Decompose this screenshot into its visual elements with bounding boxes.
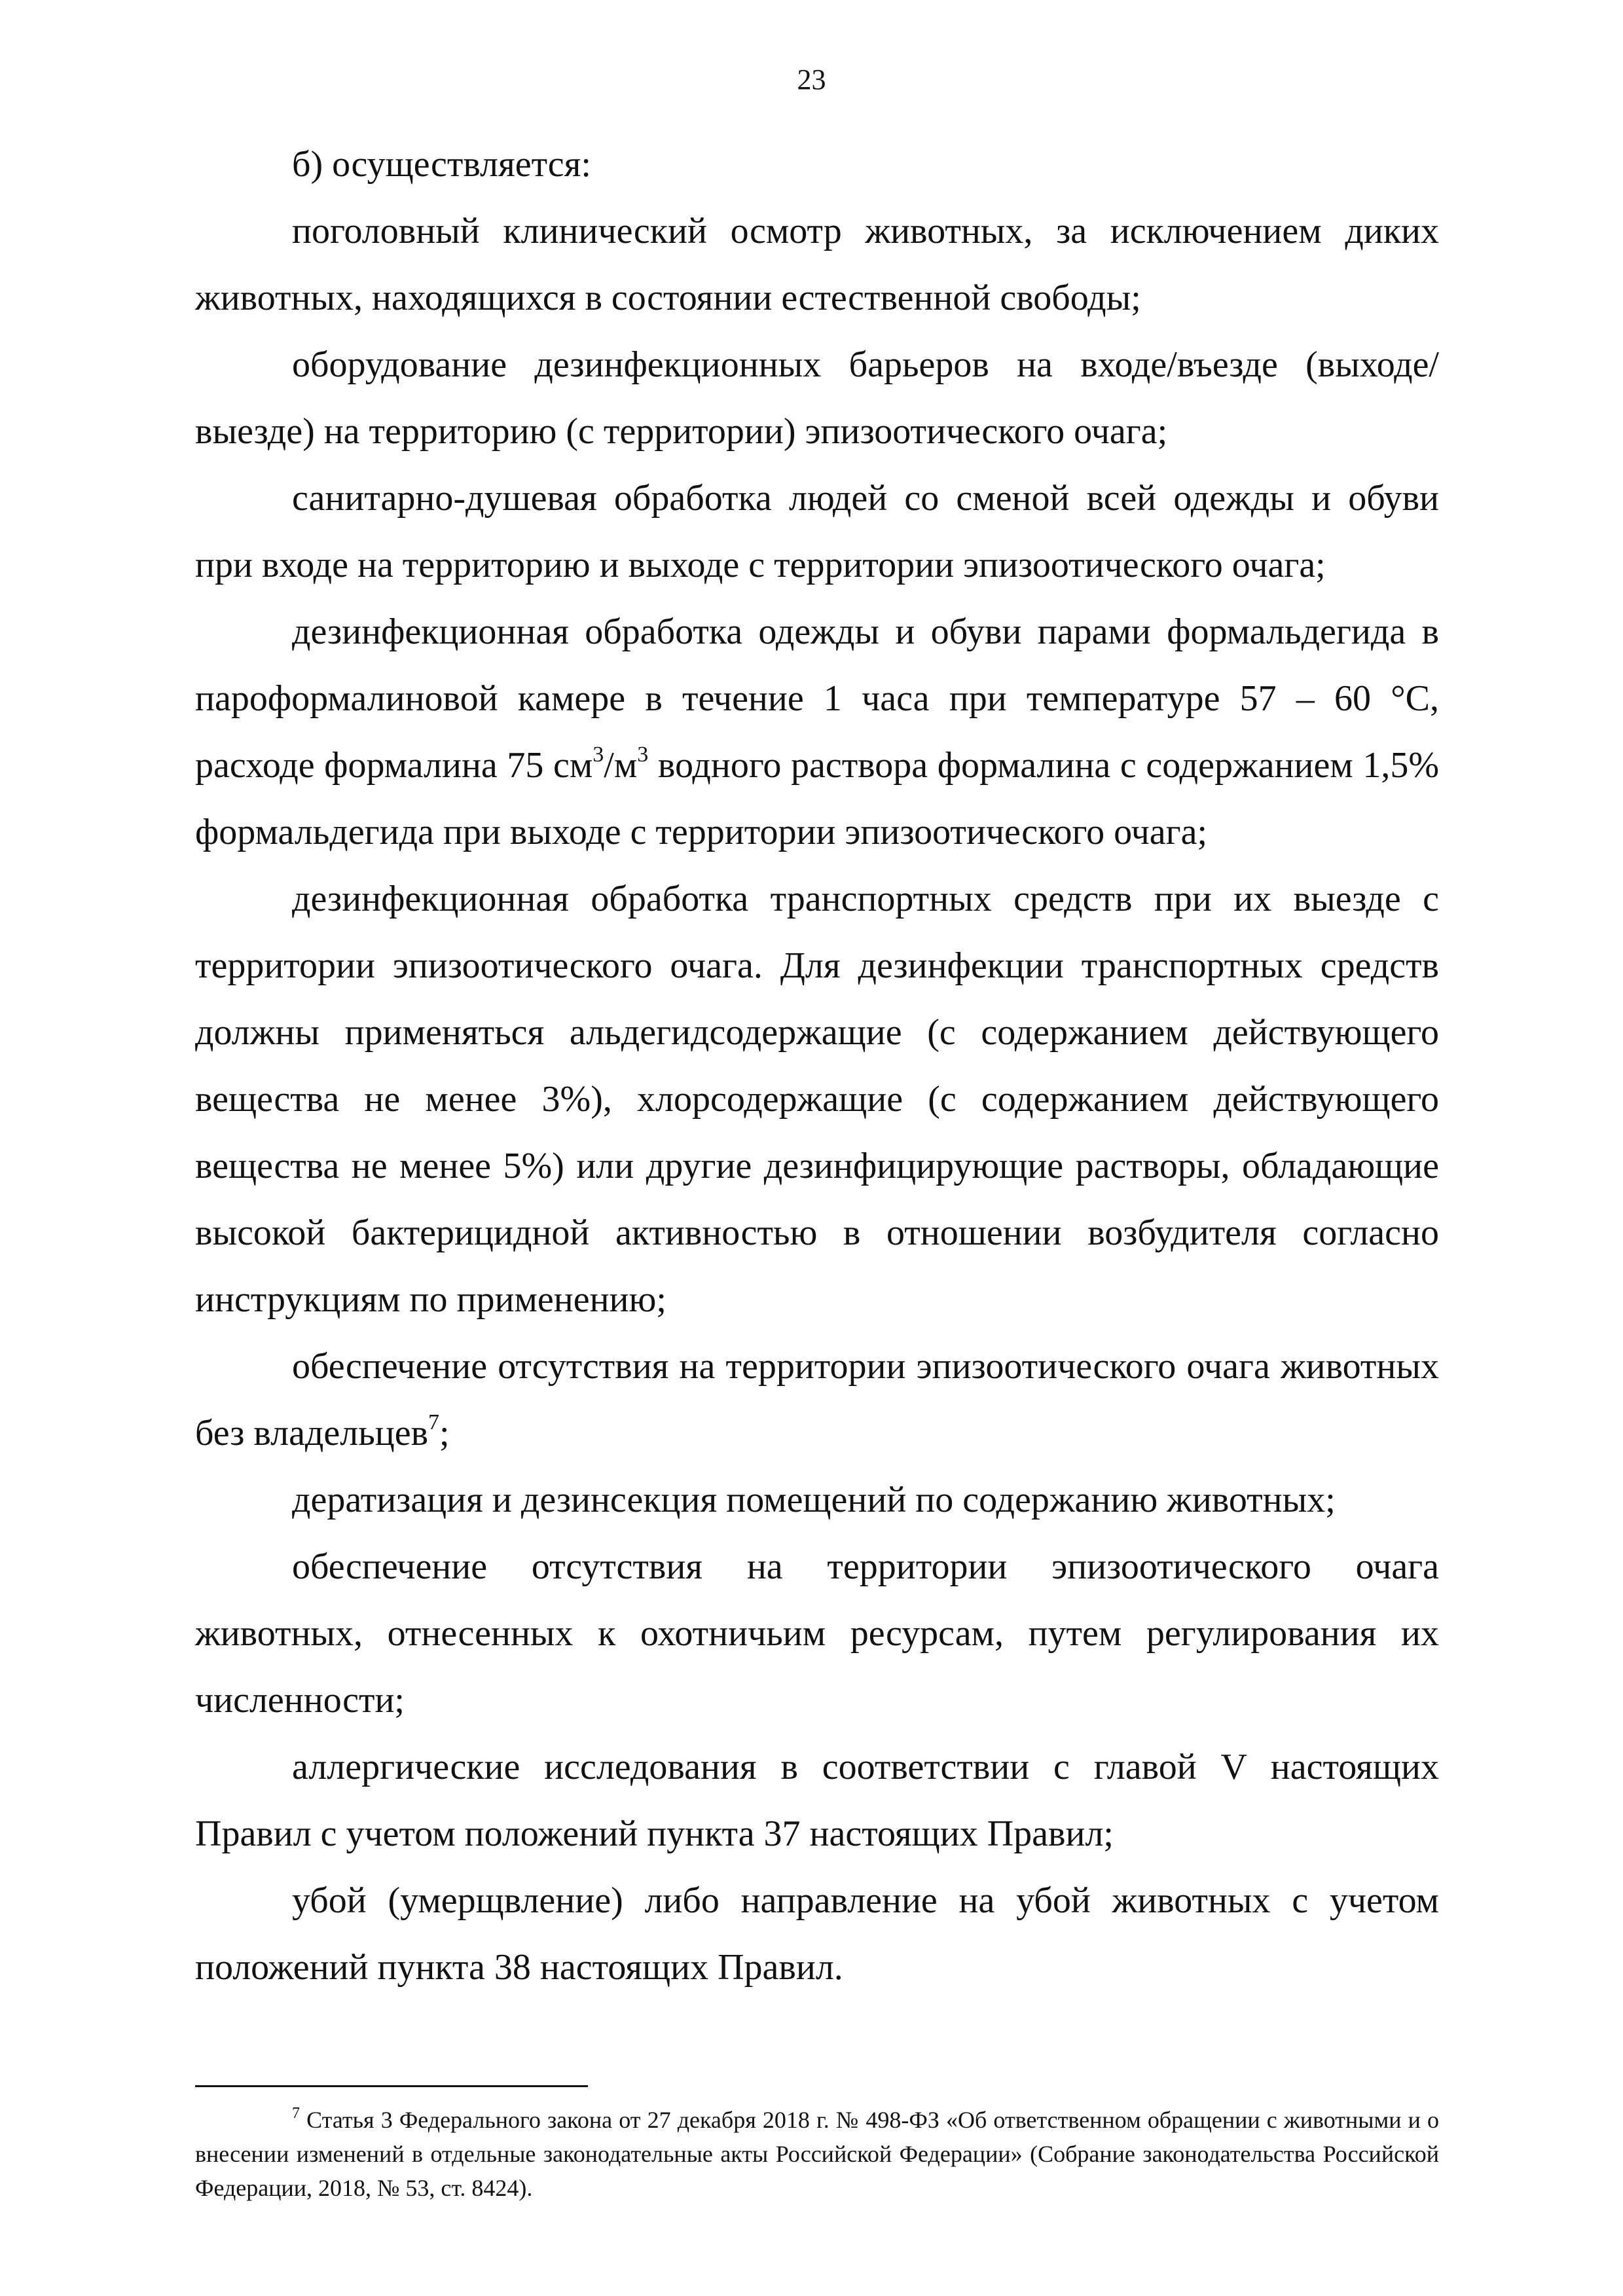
- footnote: [195, 2103, 1439, 2205]
- clothing-disinfection-text: дезинфекционная обработка одежды и обуви парами формальдегида в пароформалиновой камере в течение 1 часа при температуре 57 – 60 °С, расходе формалина 75 см: [195, 611, 1439, 786]
- unit-per-m: /м: [604, 745, 638, 786]
- footnote-reference: 7: [428, 1410, 440, 1435]
- paragraph-ownerless-animals: [195, 1333, 1439, 1467]
- paragraph-sanitary-shower: санитарно-душевая обработка людей со сменой всей одежды и обуви при входе на территорию и выходе с территории эпизоотического очага;: [195, 478, 1439, 585]
- clothing-disinfection-text-end: водного раствора формалина с содержанием 1,5% формальдегида при выходе с территории эпизоотического очага;: [195, 745, 1440, 852]
- footnote-text: Статья 3 Федерального закона от 27 декабря 2018 г. № 498-ФЗ «Об ответственном обращении с животными и о внесении изменений в отдельные законодательные акты Российской Федерации» (Собрание законодательства Российской Федерации, 2018, № 53, ст. 8424).: [195, 2107, 1439, 2201]
- footnote-marker: 7: [292, 2105, 300, 2122]
- paragraph-clothing-disinfection: [195, 598, 1439, 866]
- paragraph-allergic-tests: аллергические исследования в соответствии с главой V настоящих Правил с учетом положений пункта 37 настоящих Правил;: [195, 1747, 1439, 1854]
- superscript-cubic: 3: [593, 742, 604, 767]
- paragraph-subpoint-b: б) осуществляется:: [292, 144, 591, 185]
- ownerless-animals-tail: ;: [439, 1413, 450, 1453]
- paragraph-slaughter: убой (умерщвление) либо направление на убой животных с учетом положений пункта 38 настоящих Правил.: [195, 1880, 1439, 1988]
- footnote-separator: [195, 2085, 588, 2087]
- document-body: [195, 131, 1439, 2001]
- page-number: 23: [797, 64, 826, 96]
- paragraph-deratization: дератизация и дезинсекция помещений по содержанию животных;: [292, 1480, 1336, 1520]
- superscript-cubic: 3: [637, 742, 649, 767]
- ownerless-animals-text: обеспечение отсутствия на территории эпизоотического очага животных без владельцев: [195, 1346, 1439, 1453]
- paragraph-clinical-examination: поголовный клинический осмотр животных, за исключением диких животных, находящихся в состоянии естественной свободы;: [195, 211, 1439, 318]
- paragraph-vehicle-disinfection: дезинфекционная обработка транспортных средств при их выезде с территории эпизоотического очага. Для дезинфекции транспортных средств должны применяться альдегидсодержащие (с содержанием действующего вещества не менее 3%), хлорсодержащие (с содержанием действующего вещества не менее 5%) или другие дезинфицирующие растворы, обладающие высокой бактерицидной активностью в отношении возбудителя согласно инструкциям по применению;: [195, 879, 1439, 1320]
- paragraph-disinfection-barriers: оборудование дезинфекционных барьеров на входе/въезде (выходе/выезде) на территорию (с территории) эпизоотического очага;: [195, 344, 1439, 452]
- paragraph-hunting-resources: обеспечение отсутствия на территории эпизоотического очага животных, отнесенных к охотничьим ресурсам, путем регулирования их численности;: [195, 1546, 1439, 1721]
